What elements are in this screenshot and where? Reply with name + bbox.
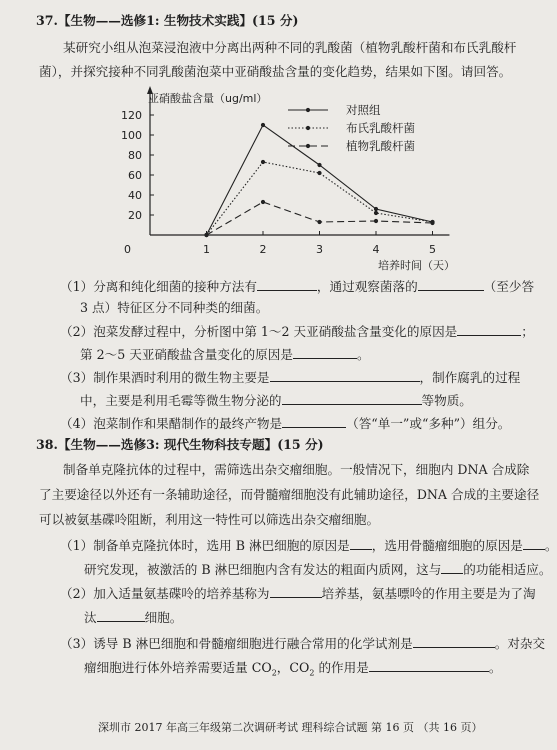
subscript-2: 2 bbox=[309, 668, 315, 678]
series-line-dashed bbox=[207, 202, 433, 235]
q37-part2-line1 bbox=[60, 323, 534, 340]
answer-blank bbox=[413, 635, 495, 648]
chart-plot-area bbox=[121, 86, 455, 272]
q37-part1-line2: 3 点）特征区分不同种类的细菌。 bbox=[80, 300, 269, 315]
y-tick-label: 80 bbox=[128, 149, 142, 162]
q37-part1-line1 bbox=[60, 278, 534, 295]
y-axis-title: 亚硝酸盐含量（ug/ml） bbox=[148, 92, 268, 105]
q37-part2-text-a: （2）泡菜发酵过程中，分析图中第 1～2 天亚硝酸盐含量变化的原因是 bbox=[60, 324, 458, 339]
q37-part2-text-d: 。 bbox=[356, 347, 370, 362]
q38-part3-line2 bbox=[84, 659, 501, 676]
q38-header: 38.【生物——选修3: 现代生物科技专题】(15 分) bbox=[36, 437, 324, 452]
subscript-2: 2 bbox=[271, 668, 277, 678]
q38-part3-text-d: ，CO bbox=[276, 660, 310, 675]
q37-part3-text-c: 中，主要是利用毛霉等微生物分泌的 bbox=[80, 393, 282, 408]
origin-label: 0 bbox=[124, 243, 131, 256]
q38-part3-line1 bbox=[60, 635, 545, 652]
data-point bbox=[317, 220, 321, 224]
answer-blank bbox=[282, 392, 422, 405]
y-tick-label: 120 bbox=[121, 109, 142, 122]
x-tick-label: 5 bbox=[429, 243, 436, 256]
answer-blank bbox=[457, 323, 521, 336]
q38-part3-text-b: 。对杂交 bbox=[494, 636, 546, 651]
q38-part1-text-a: （1）制备单克隆抗体时，选用 B 淋巴细胞的原因是 bbox=[60, 538, 350, 553]
data-point bbox=[261, 123, 265, 127]
data-point bbox=[430, 221, 434, 225]
answer-blank bbox=[523, 537, 545, 550]
answer-blank bbox=[270, 369, 420, 382]
q37-part1-text-b: ，通过观察菌落的 bbox=[316, 279, 418, 294]
q37-part1-text-c: （至少答 bbox=[483, 279, 535, 294]
answer-blank bbox=[369, 659, 489, 672]
q38-part2-text-a: （2）加入适量氨基碟呤的培养基称为 bbox=[60, 586, 270, 601]
x-axis-title: 培养时间（天） bbox=[378, 259, 455, 272]
q38-part2-text-c: 汰 bbox=[84, 610, 97, 625]
q37-part2-text-b: ； bbox=[521, 324, 534, 339]
q37-header: 37.【生物——选修1: 生物技术实践】(15 分) bbox=[36, 13, 299, 28]
q38-part2-line1 bbox=[60, 585, 536, 602]
data-point bbox=[261, 200, 265, 204]
q37-part4 bbox=[60, 415, 510, 432]
page-footer: 深圳市 2017 年高三年级第二次调研考试 理科综合试题 第 16 页 （共 16 页） bbox=[98, 721, 483, 734]
q38-part1-text-d: 研究发现，被激活的 B 淋巴细胞内含有发达的粗面内质网，这与 bbox=[84, 562, 442, 577]
answer-blank bbox=[441, 561, 463, 574]
q37-part3-text-b: ，制作腐乳的过程 bbox=[419, 370, 521, 385]
x-tick-label: 2 bbox=[259, 243, 267, 256]
q38-part3-text-e: 的作用是 bbox=[314, 660, 369, 675]
y-tick-label: 60 bbox=[128, 169, 142, 182]
q37-part3-text-a: （3）制作果酒时利用的微生物主要是 bbox=[60, 370, 270, 385]
q38-part3-text-c: 瘤细胞进行体外培养需要适量 CO bbox=[84, 660, 272, 675]
legend-marker bbox=[306, 144, 310, 148]
answer-blank bbox=[293, 346, 357, 359]
x-tick-label: 3 bbox=[316, 243, 323, 256]
q38-para-line2: 了主要途径以外还有一条辅助途径，而骨髓瘤细胞没有此辅助途径，DNA 合成的主要途径 bbox=[39, 487, 540, 502]
legend-label: 对照组 bbox=[346, 103, 381, 117]
x-tick-label: 4 bbox=[372, 243, 380, 256]
legend-label: 植物乳酸杆菌 bbox=[346, 139, 415, 153]
q38-part2-text-b: 培养基，氨基嘌呤的作用主要是为了淘 bbox=[321, 586, 536, 601]
y-tick-label: 100 bbox=[121, 129, 142, 142]
q37-part4-text-b: （答“单一”或“多种”）组分。 bbox=[346, 416, 511, 431]
answer-blank bbox=[270, 585, 322, 598]
legend-marker bbox=[306, 126, 310, 130]
answer-blank bbox=[350, 537, 372, 550]
q38-part3-text-a: （3）诱导 B 淋巴细胞和骨髓瘤细胞进行融合常用的化学试剂是 bbox=[60, 636, 413, 651]
q38-part1-text-b: ，选用骨髓瘤细胞的原因是 bbox=[371, 538, 523, 553]
q38-part1-text-e: 的功能相适应。 bbox=[463, 562, 552, 577]
answer-blank bbox=[418, 278, 484, 291]
q37-part3-text-d: 等物质。 bbox=[421, 393, 472, 408]
answer-blank bbox=[97, 609, 145, 622]
data-point bbox=[374, 211, 378, 215]
q38-part1-line2 bbox=[84, 561, 551, 578]
y-tick-label: 40 bbox=[128, 189, 142, 202]
nitrite-line-chart bbox=[110, 80, 455, 275]
y-tick-label: 20 bbox=[128, 209, 142, 222]
q37-intro-line2: 菌），并探究接种不同乳酸菌泡菜中亚硝酸盐含量的变化趋势，结果如下图。请回答。 bbox=[39, 64, 512, 79]
q38-part2-text-d: 细胞。 bbox=[144, 610, 183, 625]
data-point bbox=[317, 171, 321, 175]
q38-part3-text-f: 。 bbox=[488, 660, 502, 675]
q37-part3-line2 bbox=[80, 392, 472, 409]
legend-marker bbox=[306, 108, 310, 112]
answer-blank bbox=[257, 278, 317, 291]
q37-intro-line1: 某研究小组从泡菜浸泡液中分离出两种不同的乳酸菌（植物乳酸杆菌和布氏乳酸杆 bbox=[63, 40, 517, 55]
q38-para-line1: 制备单克隆抗体的过程中，需筛选出杂交瘤细胞。一般情况下，细胞内 DNA 合成除 bbox=[63, 462, 530, 477]
q37-part2-text-c: 第 2～5 天亚硝酸盐含量变化的原因是 bbox=[80, 347, 293, 362]
legend-label: 布氏乳酸杆菌 bbox=[346, 121, 415, 135]
x-tick-label: 1 bbox=[203, 243, 210, 256]
data-point bbox=[317, 163, 321, 167]
data-point bbox=[204, 233, 208, 237]
q38-part2-line2 bbox=[84, 609, 182, 626]
data-point bbox=[261, 160, 265, 164]
answer-blank bbox=[282, 415, 346, 428]
q37-part1-text-a: （1）分离和纯化细菌的接种方法有 bbox=[60, 279, 257, 294]
q38-para-line3: 可以被氨基碟呤阻断，利用这一特性可以筛选出杂交瘤细胞。 bbox=[39, 512, 380, 527]
q38-part1-line1 bbox=[60, 537, 557, 554]
data-point bbox=[374, 207, 378, 211]
q37-part4-text-a: （4）泡菜制作和果醋制作的最终产物是 bbox=[60, 416, 283, 431]
q37-part3-line1 bbox=[60, 369, 520, 386]
q38-part1-text-c: 。 bbox=[544, 538, 557, 553]
q37-part2-line2 bbox=[80, 346, 370, 363]
data-point bbox=[374, 219, 378, 223]
